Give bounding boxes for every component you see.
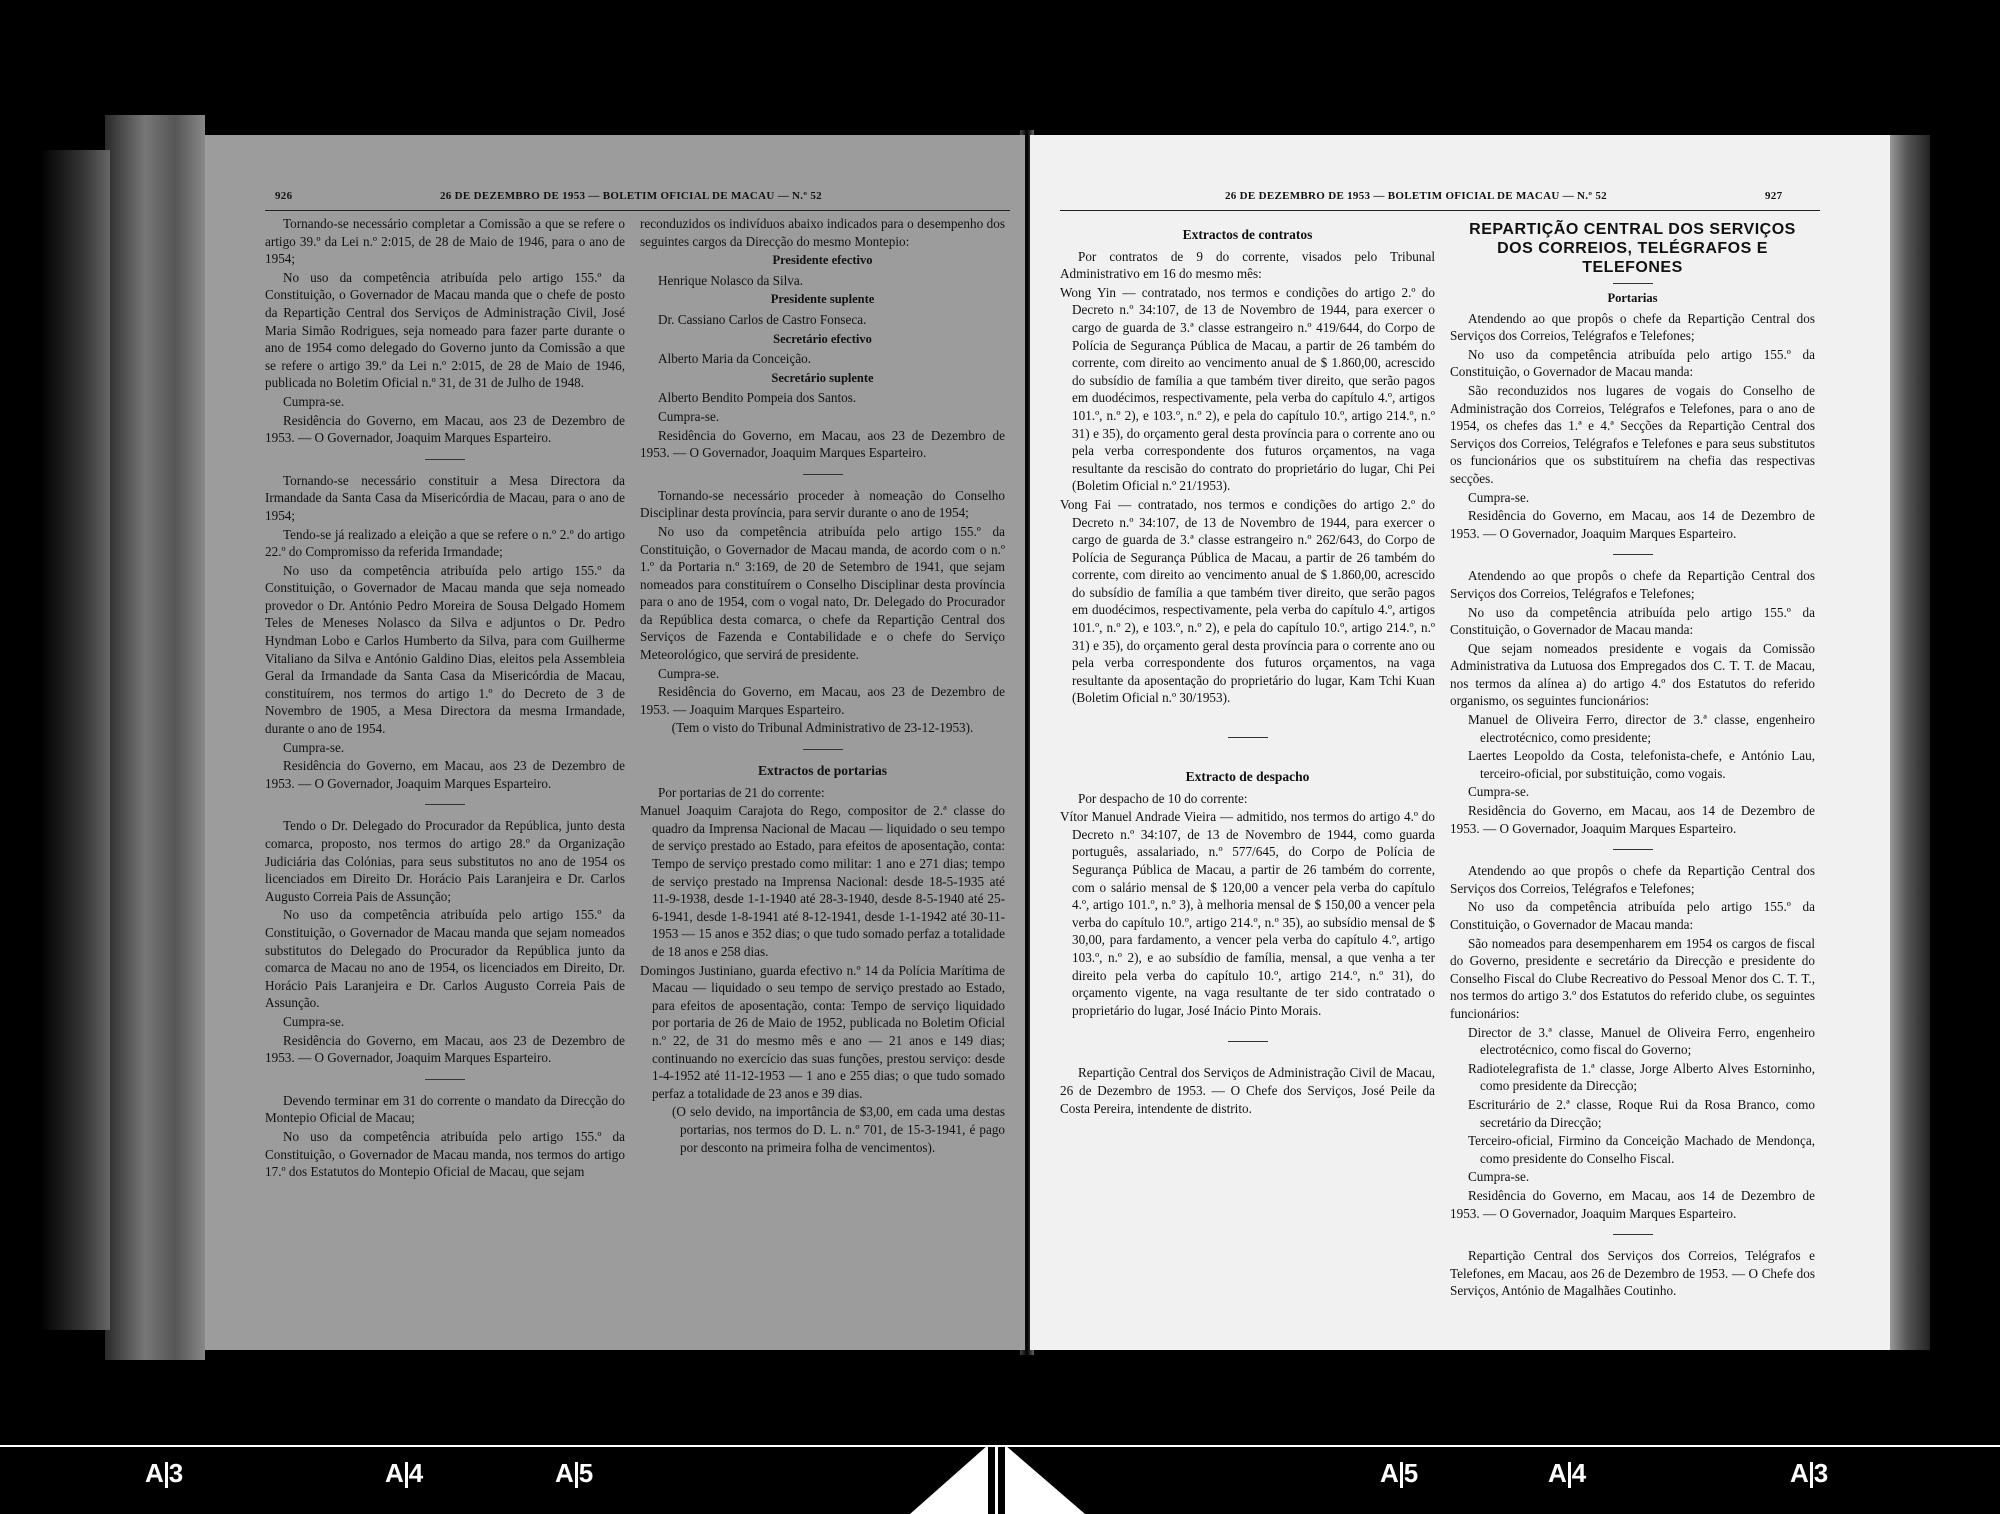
left-col1-paragraph: Cumpra-se.	[283, 393, 345, 409]
role-title: Secretário efectivo	[773, 331, 872, 346]
portaria-paragraph: Atendendo ao que propôs o chefe da Repartição Central dos Serviços dos Correios, Telégrafos e Telefones;	[1450, 863, 1815, 896]
extractos-portarias-heading: Extractos de portarias	[758, 763, 887, 779]
portaria-entry: Director de 3.ª classe, Manuel de Oliveira Ferro, engenheiro electrotécnico, como fiscal do Governo;	[1468, 1024, 1815, 1058]
despacho-intro: Por despacho de 10 do corrente:	[1078, 790, 1248, 806]
cumpra-se: Cumpra-se.	[1468, 1169, 1530, 1185]
residencia-signature: Residência do Governo, em Macau, aos 14 de Dezembro de 1953. — O Governador, Joaquim Marques Esparteiro.	[1450, 1187, 1815, 1221]
right-page-number: 927	[1765, 190, 1783, 202]
film-mark-left-2: A 4	[385, 1458, 424, 1488]
left-col1-paragraph: Tendo o Dr. Delegado do Procurador da República, junto desta comarca, proposto, nos termos do artigo 28.º da Organização Judiciária das Colónias, para seus substitutos no ano de 1954 os licenciados em Direito Dr. Horácio Pais Laranjeira e Dr. Carlos Augusto Correia Pais de Assunção;	[265, 818, 625, 904]
left-col1-paragraph: Devendo terminar em 31 do corrente o mandato da Direcção do Montepio Oficial de Macau;	[265, 1092, 625, 1126]
role-name: Dr. Cassiano Carlos de Castro Fonseca.	[658, 311, 867, 327]
portarias-heading: Portarias	[1607, 291, 1658, 305]
left-col1-paragraph: No uso da competência atribuída pelo artigo 155.º da Constituição, o Governador de Macau manda que seja nomeado provedor o Dr. António Pedro Moreira de Sousa Delgado Homem Teles de Meneses Nolasco da Silva e adjuntos o Dr. Pedro Hyndman Lobo e Carlos Humberto da Silva, para com Guilherme Vitaliano da Silva e António Galdino Dias, eleitos pela Assembleia Geral da Irmandade da Santa Casa da Misericórdia de Macau, constituírem, nos termos do artigo 1.º do Decreto de 3 de Novembro de 1905, a Mesa Directora da mesma Irmandade, durante o ano de 1954.	[265, 562, 625, 737]
portaria-entry: Terceiro-oficial, Firmino da Conceição Machado de Mendonça, como presidente do Conselho Fiscal.	[1468, 1133, 1815, 1166]
film-mark-right-2: A 4	[1548, 1458, 1587, 1488]
left-col1-paragraph: Tornando-se necessário completar a Comissão a que se refere o artigo 39.º da Lei n.º 2:015, de 28 de Maio de 1946, para o ano de 1954;	[265, 216, 625, 267]
extracto-despacho-heading: Extracto de despacho	[1185, 769, 1310, 785]
contrato-item: Wong Yin — contratado, nos termos e condições do artigo 2.º do Decreto n.º 34:107, de 13 de Novembro de 1944, para exercer o cargo de guarda de 3.ª classe estrangeiro n.º 419/644, do Corpo de Polícia de Segurança Pública de Macau, a partir de 26 também do corrente, com direito ao vencimento anual de $ 1.860,00, acrescido do subsídio de família a que também tiver direito, que serão pagos em duodécimos, respectivamente, pela verba do capítulo 4.º, artigos 101.º, n.º 2), e 103.º, n.º 2), e pela do capítulo 10.º, artigo 214.º, n.º 31) e 35), do orçamento geral desta província para o corrente ano ou pela verba correspondente dos futuros orçamentos, na vaga resultante da rescisão do contrato do proprietário do lugar, Chi Pei (Boletim Oficial n.º 21/1953).	[1060, 284, 1435, 494]
por-portarias: Por portarias de 21 do corrente:	[658, 784, 825, 800]
despacho-item: Vítor Manuel Andrade Vieira — admitido, nos termos do artigo 4.º do Decreto n.º 34:107, de 13 de Novembro de 1944, como guarda português, assalariado, n.º 577/645, do Corpo de Polícia de Segurança Pública de Macau, a partir de 26 também do corrente, com o salário mensal de $ 120,00 a vencer pela verba do capítulo 4.º, artigo 101.º, n.º 3), à melhoria mensal de $ 150,00 a vencer pela verba do capítulo 10.º, artigo 214.º, n.º 35), ao subsídio mensal de $ 30,00, para fardamento, a vencer pela verba do capítulo 4.º, artigo 103.º, n.º 2), e ao subsídio de família, mensal, a que venha a ter direito pela verba do capítulo 10.º, artigo 214.º, n.º 31), do orçamento vigente, na vaga resultante de ter sido contratado o proprietário do lugar, José Inácio Pinto Morais.	[1060, 809, 1435, 1018]
left-page-number: 926	[275, 190, 293, 202]
film-mark-left-1: A 3	[145, 1458, 184, 1488]
role-name: Henrique Nolasco da Silva.	[658, 272, 804, 288]
visto-note: (Tem o visto do Tribunal Administrativo de 23-12-1953).	[671, 720, 974, 736]
left-col1-paragraph: Residência do Governo, em Macau, aos 23 de Dezembro de 1953. — O Governador, Joaquim Marques Esparteiro.	[265, 758, 625, 791]
closing-signature: Repartição Central dos Serviços de Administração Civil de Macau, 26 de Dezembro de 1953. — O Chefe dos Serviços, José Peile da Costa Pereira, intendente de distrito.	[1060, 1065, 1435, 1116]
cumpra-se: Cumpra-se.	[1468, 784, 1530, 800]
portaria-item: Manuel Joaquim Carajota do Rego, compositor de 2.ª classe do quadro da Imprensa Nacional de Macau — liquidado o seu tempo de serviço prestado ao Estado, para efeitos de aposentação, conta: Tempo de serviço prestado como militar: 1 ano e 271 dias; tempo de serviço prestado na Imprensa Nacional: desde 18-5-1935 até 11-9-1938, desde 1-1-1940 até 28-3-1940, desde 8-5-1940 até 25-6-1941, desde 1-8-1941 até 8-12-1941, desde 1-1-1942 até 30-11-1953 — 15 anos e 352 dias; o que tudo somado perfaz a totalidade de 18 anos e 258 dias.	[640, 803, 1005, 959]
portaria-entry: Laertes Leopoldo da Costa, telefonista-chefe, e António Lau, terceiro-oficial, por substituição, como vogais.	[1468, 748, 1815, 781]
contrato-item: Vong Fai — contratado, nos termos e condições do artigo 2.º do Decreto n.º 34:107, de 13 de Novembro de 1944, para exercer o cargo de guarda de 3.ª classe estrangeiro n.º 262/643, do Corpo de Polícia de Segurança Pública de Macau, a partir de 26 também do corrente, com direito ao vencimento anual de $ 1.860,00, acrescido do subsídio de família a que também tiver direito, que serão pagos em duodécimos, respectivamente, pela verba do capítulo 4.º, artigos 101.º, n.º 2), e 103.º, n.º 2), e pela do capítulo 10.º, artigo 214.º, n.º 31) e 35), do orçamento geral desta província para o corrente ano ou pela verba correspondente dos futuros orçamentos, na vaga resultante da aposentação do proprietário do lugar, Kam Tchi Kuan (Boletim Oficial n.º 30/1953).	[1060, 496, 1435, 706]
residencia-signature: Residência do Governo, em Macau, aos 23 de Dezembro de 1953. — Joaquim Marques Esparteiro.	[640, 684, 1005, 717]
left-running-head: 26 DE DEZEMBRO DE 1953 — BOLETIM OFICIAL DE MACAU — N.º 52	[440, 190, 822, 202]
left-col1-paragraph: No uso da competência atribuída pelo artigo 155.º da Constituição, o Governador de Macau manda que o chefe de posto da Repartição Central dos Serviços de Administração Civil, José Maria Simão Rodrigues, seja nomeado para fazer parte durante o ano de 1954 como delegado do Governo junto da Comissão a que se refere o artigo 39.º da Lei n.º 2:015, de 28 de Maio de 1946, publicada no Boletim Oficial n.º 31, de 31 de Julho de 1948.	[265, 269, 625, 391]
film-mark-right-1: A 5	[1380, 1458, 1419, 1488]
film-mark-left-3: A 5	[555, 1458, 594, 1488]
residencia-signature: Residência do Governo, em Macau, aos 23 de Dezembro de 1953. — O Governador, Joaquim Marques Esparteiro.	[640, 427, 1005, 461]
left-col1-paragraph: Residência do Governo, em Macau, aos 23 de Dezembro de 1953. — O Governador, Joaquim Marques Esparteiro.	[265, 1032, 625, 1066]
closing-signature: Repartição Central dos Serviços dos Correios, Telégrafos e Telefones, em Macau, aos 26 de Dezembro de 1953. — O Chefe dos Serviços, António de Magalhães Coutinho.	[1450, 1248, 1815, 1299]
department-title: REPARTIÇÃO CENTRAL DOS SERVIÇOS DOS CORREIOS, TELÉGRAFOS E TELEFONES	[1469, 221, 1796, 276]
left-col1-paragraph: No uso da competência atribuída pelo artigo 155.º da Constituição, o Governador de Macau manda, nos termos do artigo 17.º dos Estatutos do Montepio Oficial de Macau, que sejam	[265, 1128, 625, 1180]
left-col1-paragraph: Tornando-se necessário constituir a Mesa Directora da Irmandade da Santa Casa da Misericórdia de Macau, para o ano de 1954;	[265, 472, 625, 523]
cumpra-se: Cumpra-se.	[1468, 489, 1530, 505]
residencia-signature: Residência do Governo, em Macau, aos 14 de Dezembro de 1953. — O Governador, Joaquim Marques Esparteiro.	[1450, 803, 1815, 836]
portaria-paragraph: Atendendo ao que propôs o chefe da Repartição Central dos Serviços dos Correios, Telégrafos e Telefones;	[1450, 310, 1815, 344]
left-col1-paragraph: Residência do Governo, em Macau, aos 23 de Dezembro de 1953. — O Governador, Joaquim Marques Esparteiro.	[265, 412, 625, 446]
role-title: Presidente suplente	[770, 292, 875, 307]
portaria-paragraph: São reconduzidos nos lugares de vogais do Conselho de Administração dos Correios, Telégrafos e Telefones, para o ano de 1954, os chefes das 1.ª e 4.ª Secções da Repartição Central dos Serviços dos Correios, Telégrafos e Telefones e para seus substitutos os funcionários que os substituírem na chefia das respectivas secções.	[1450, 382, 1815, 486]
portaria-paragraph: São nomeados para desempenharem em 1954 os cargos de fiscal do Governo, presidente e secretário da Direcção e presidente do Conselho Fiscal do Clube Recreativo do Pessoal Menor dos C. T. T., nos termos do artigo 3.º dos Estatutos do referido clube, os seguintes funcionários:	[1450, 935, 1815, 1021]
residencia-signature: Residência do Governo, em Macau, aos 14 de Dezembro de 1953. — O Governador, Joaquim Marques Esparteiro.	[1450, 508, 1815, 541]
extractos-contratos-heading: Extractos de contratos	[1182, 227, 1313, 242]
role-name: Alberto Bendito Pompeia dos Santos.	[658, 390, 857, 406]
portaria-entry: Manuel de Oliveira Ferro, director de 3.ª classe, engenheiro electrotécnico, como presidente;	[1468, 712, 1815, 745]
portaria-paragraph: No uso da competência atribuída pelo artigo 155.º da Constituição, o Governador de Macau manda:	[1450, 899, 1815, 932]
left-col1-paragraph: No uso da competência atribuída pelo artigo 155.º da Constituição, o Governador de Macau manda que sejam nomeados substitutos do Delegado do Procurador da República junto da comarca de Macau no ano de 1954, os licenciados em Direito, Dr. Horácio Pais Laranjeira e Dr. Carlos Augusto Correia Pais de Assunção.	[265, 907, 625, 1011]
portaria-item: Domingos Justiniano, guarda efectivo n.º 14 da Polícia Marítima de Macau — liquidado o seu tempo de serviço prestado ao Estado, para efeitos de aposentação, conta: Tempo de serviço liquidado por portaria de 26 de Maio de 1952, publicada no Boletim Oficial n.º 22, de 31 do mesmo mês e ano — 21 anos e 149 dias; continuando no exercício das suas funções, prestou serviço: desde 1-4-1952 até 11-12-1953 — 1 ano e 255 dias; o que tudo somado perfaz a totalidade de 23 anos e 39 dias.	[640, 962, 1005, 1101]
left-col1-paragraph: Cumpra-se.	[283, 739, 345, 755]
portaria-entry: Radiotelegrafista de 1.ª classe, Jorge Alberto Alves Estorninho, como presidente da Direcção;	[1468, 1060, 1815, 1094]
film-mark-right-3: A 3	[1790, 1458, 1829, 1488]
cumpra-se: Cumpra-se.	[658, 408, 720, 424]
portaria-paragraph: No uso da competência atribuída pelo artigo 155.º da Constituição, o Governador de Macau manda:	[1450, 604, 1815, 638]
selo-note: (O selo devido, na importância de $3,00, em cada uma destas portarias, nos termos do D. L. n.º 701, de 15-3-1941, é pago por desconto na primeira folha de vencimentos).	[672, 1104, 1005, 1155]
portaria-entry: Escriturário de 2.ª classe, Roque Rui da Rosa Branco, como secretário da Direcção;	[1468, 1096, 1815, 1130]
contratos-intro: Por contratos de 9 do corrente, visados pelo Tribunal Administrativo em 16 do mesmo mês:	[1060, 248, 1435, 282]
cumpra-se: Cumpra-se.	[658, 665, 720, 681]
montepio-intro: reconduzidos os indivíduos abaixo indicados para o desempenho dos seguintes cargos da Direcção do mesmo Montepio:	[640, 216, 1005, 249]
role-name: Alberto Maria da Conceição.	[658, 351, 812, 367]
left-col1-paragraph: Cumpra-se.	[283, 1013, 345, 1029]
role-title: Secretário suplente	[771, 370, 874, 385]
portaria-paragraph: Atendendo ao que propôs o chefe da Repartição Central dos Serviços dos Correios, Telégrafos e Telefones;	[1450, 568, 1815, 601]
conselho-paragraph: Tornando-se necessário proceder à nomeação do Conselho Disciplinar desta província, para servir durante o ano de 1954;	[640, 487, 1005, 521]
conselho-paragraph: No uso da competência atribuída pelo artigo 155.º da Constituição, o Governador de Macau manda, de acordo com o n.º 1.º da Portaria n.º 3:169, de 20 de Setembro de 1941, que sejam nomeados para constituírem o Conselho Disciplinar desta província para o ano de 1954, com o vogal nato, Dr. Delegado do Procurador da República desta comarca, o chefe da Repartição Central dos Serviços de Fazenda e Contabilidade e o chefe do Serviço Meteorológico, que servirá de presidente.	[640, 523, 1005, 663]
left-col1-paragraph: Tendo-se já realizado a eleição a que se refere o n.º 2.º do artigo 22.º do Compromisso da referida Irmandade;	[265, 526, 625, 560]
portaria-paragraph: Que sejam nomeados presidente e vogais da Comissão Administrativa da Lutuosa dos Empregados dos C. T. T. de Macau, nos termos da alínea a) do artigo 4.º dos Estatutos do referido organismo, os seguintes funcionários:	[1450, 640, 1815, 709]
portaria-paragraph: No uso da competência atribuída pelo artigo 155.º da Constituição, o Governador de Macau manda:	[1450, 346, 1815, 380]
role-title: Presidente efectivo	[772, 253, 873, 268]
right-running-head: 26 DE DEZEMBRO DE 1953 — BOLETIM OFICIAL DE MACAU — N.º 52	[1225, 190, 1607, 202]
